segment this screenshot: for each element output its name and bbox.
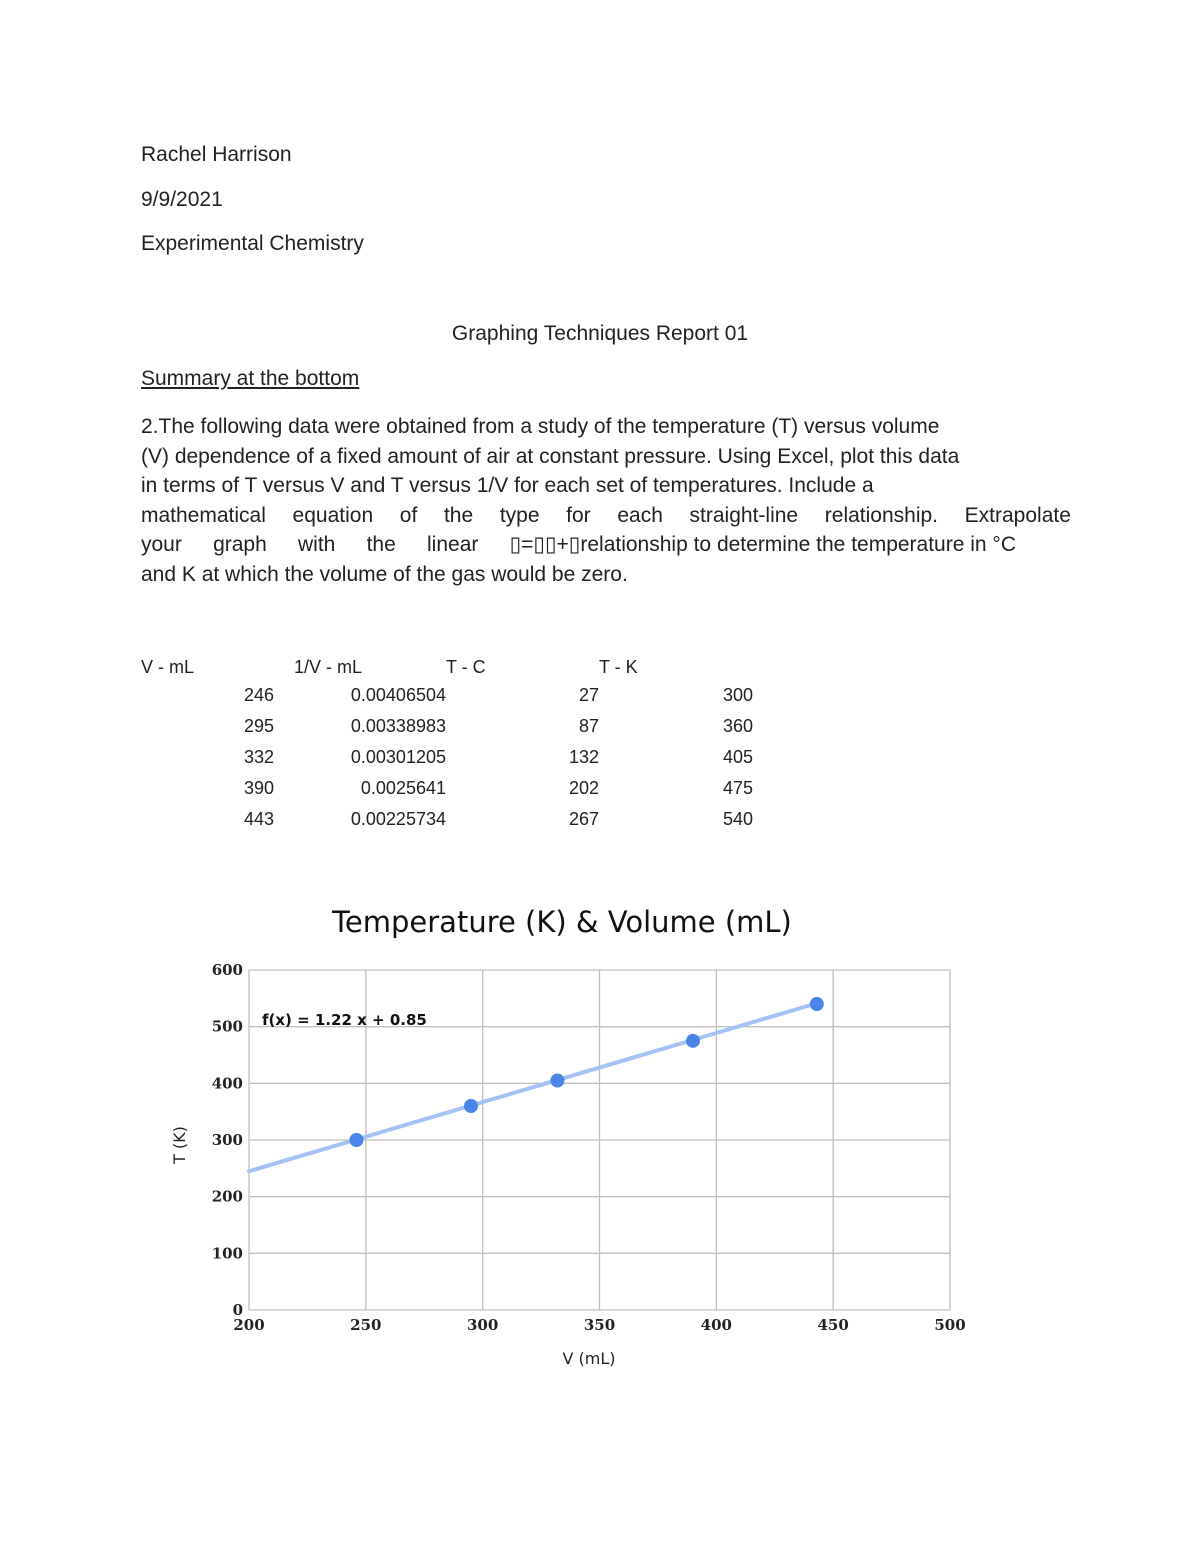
summary-link[interactable]: Summary at the bottom <box>141 367 360 390</box>
word: mathematical <box>141 503 266 527</box>
cell-temp-c: 202 <box>568 778 599 798</box>
y-tick-label: 400 <box>211 1074 243 1093</box>
table-row <box>141 711 753 742</box>
data-point <box>349 1133 363 1147</box>
column-header: V - mL <box>141 656 195 677</box>
data-table <box>141 654 753 835</box>
word: graph <box>213 533 267 556</box>
column-header: 1/V - mL <box>294 656 363 677</box>
chart-title: Temperature (K) & Volume (mL) <box>332 905 792 939</box>
word: Extrapolate <box>964 503 1071 527</box>
cell-temp-k: 405 <box>722 747 753 767</box>
cell-temp-k: 300 <box>722 685 753 705</box>
question-line <box>141 530 1016 560</box>
data-point <box>810 997 824 1011</box>
word: relationship. <box>824 503 938 527</box>
trendline-equation: f(x) = 1.22 x + 0.85 <box>262 1011 427 1029</box>
cell-temp-k: 475 <box>722 778 753 798</box>
report-title: Graphing Techniques Report 01 <box>451 322 749 345</box>
y-axis-title: T (K) <box>170 1126 189 1164</box>
report-date: 9/9/2021 <box>141 188 223 211</box>
table-row <box>141 804 753 835</box>
cell-volume: 246 <box>243 685 274 705</box>
word: each <box>617 503 663 527</box>
column-header: T - C <box>446 656 486 677</box>
word: the <box>443 503 474 527</box>
x-axis-title: V (mL) <box>562 1349 616 1368</box>
question-line: in terms of T versus V and T versus 1/V for each set of temperatures. Include a <box>141 474 874 497</box>
cell-inverse-volume: 0.00225734 <box>350 809 446 829</box>
cell-temp-c: 132 <box>568 747 599 767</box>
course-name: Experimental Chemistry <box>141 232 364 255</box>
y-tick-label: 100 <box>211 1244 243 1263</box>
table-row <box>141 742 753 773</box>
data-point <box>464 1099 478 1113</box>
question-line <box>141 501 1071 531</box>
word: type <box>499 503 540 527</box>
table-row <box>141 680 753 711</box>
cell-volume: 443 <box>243 809 274 829</box>
x-tick-label: 300 <box>467 1316 499 1334</box>
cell-temp-k: 360 <box>722 716 753 736</box>
question-text <box>141 412 1071 589</box>
cell-volume: 332 <box>243 747 274 767</box>
column-header: T - K <box>599 656 638 677</box>
y-tick-label: 500 <box>211 1017 243 1036</box>
scatter-chart <box>160 890 990 1390</box>
x-tick-label: 350 <box>583 1316 616 1334</box>
cell-inverse-volume: 0.0025641 <box>360 778 446 798</box>
x-tick-label: 500 <box>934 1316 966 1334</box>
x-tick-label: 400 <box>700 1316 732 1334</box>
cell-volume: 295 <box>243 716 274 736</box>
cell-inverse-volume: 0.00301205 <box>350 747 446 767</box>
question-line: and K at which the volume of the gas would be zero. <box>141 562 628 586</box>
word: equation <box>292 503 374 527</box>
y-tick-label: 200 <box>211 1187 243 1206</box>
x-tick-label: 200 <box>233 1316 265 1334</box>
word: for <box>566 503 591 527</box>
cell-temp-k: 540 <box>722 809 753 829</box>
cell-temp-c: 27 <box>578 685 599 705</box>
y-tick-label: 300 <box>211 1131 243 1149</box>
word: of <box>399 503 418 527</box>
question-line: (V) dependence of a fixed amount of air at constant pressure. Using Excel, plot this data <box>141 444 960 468</box>
word: with <box>298 533 336 556</box>
chart-canvas <box>160 890 990 1390</box>
word: your <box>141 533 182 556</box>
cell-temp-c: 87 <box>578 716 599 736</box>
y-tick-label: 600 <box>211 961 243 979</box>
word: the <box>366 533 396 556</box>
table-row <box>141 773 753 804</box>
y-tick-label: 0 <box>232 1301 243 1319</box>
cell-inverse-volume: 0.00406504 <box>350 685 446 705</box>
author-name: Rachel Harrison <box>141 143 292 166</box>
x-tick-label: 450 <box>817 1316 849 1334</box>
cell-temp-c: 267 <box>568 809 599 829</box>
word: linear <box>427 533 479 556</box>
word: straight-line <box>689 503 799 527</box>
x-tick-label: 250 <box>350 1316 382 1334</box>
word: ▯=▯▯+▯relationship to determine the temperature in °C <box>509 533 1016 556</box>
table-header-row <box>141 654 753 680</box>
data-point <box>550 1074 564 1088</box>
data-point <box>686 1034 700 1048</box>
cell-volume: 390 <box>243 778 274 798</box>
question-line: 2.The following data were obtained from a study of the temperature (T) versus volume <box>141 415 940 438</box>
cell-inverse-volume: 0.00338983 <box>350 716 446 736</box>
